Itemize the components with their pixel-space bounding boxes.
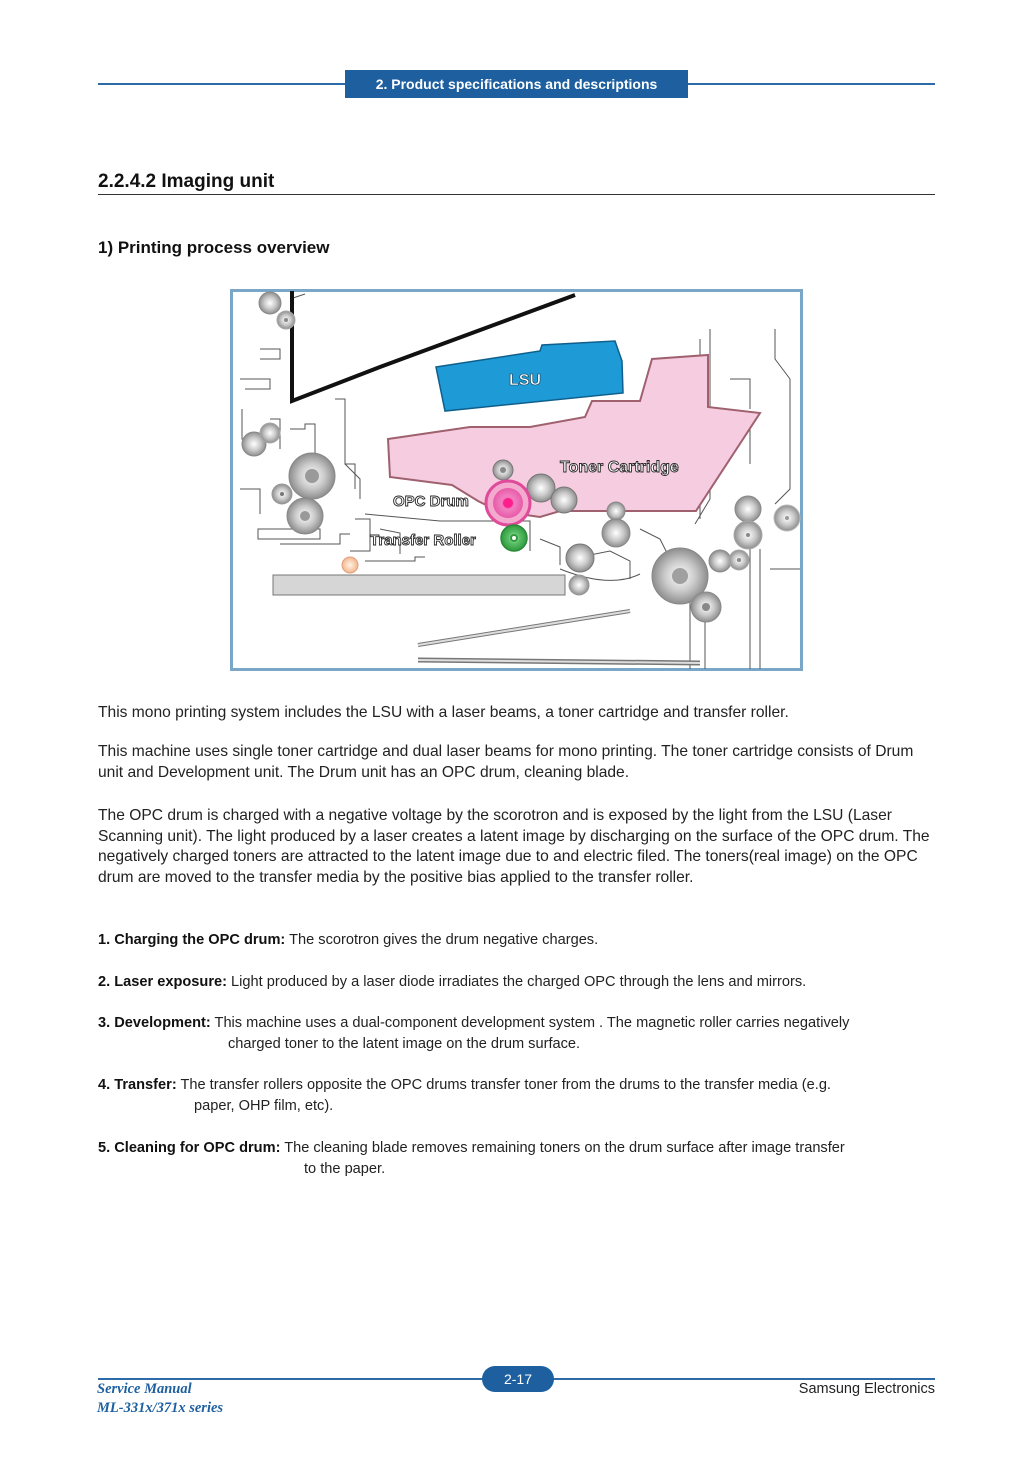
paragraph-intro: This mono printing system includes the LSU with a laser beams, a toner cartridge and transfer roller. xyxy=(98,704,789,721)
company-name: Samsung Electronics xyxy=(798,1381,935,1397)
subsection-title: 1) Printing process overview xyxy=(98,238,330,257)
step-text-continued: charged toner to the latent image on the drum surface. xyxy=(228,1036,581,1052)
step-label: 4. Transfer: xyxy=(98,1077,177,1093)
paragraph-opc-process: The OPC drum is charged with a negative voltage by the scorotron and is exposed by the light from the LSU (Laser Scanning unit). The light produced by a laser creates a latent image by discharging on the surface of the OPC drum. The negatively charged toners are attracted to the latent image due to and electric filed. The toners(real image) on the OPC drum are moved to the transfer media by the positive bias applied to the transfer roller. xyxy=(98,807,930,886)
manual-title xyxy=(97,1380,223,1418)
step-text: This machine uses a dual-component development system . The magnetic roller carries negatively xyxy=(214,1015,850,1031)
step-label: 2. Laser exposure: xyxy=(98,974,227,990)
process-step xyxy=(98,972,940,993)
section-title: 2.2.4.2 Imaging unit xyxy=(98,172,935,195)
section-header-tab: 2. Product specifications and descriptions xyxy=(345,70,688,98)
step-label: 3. Development: xyxy=(98,1015,211,1031)
process-step xyxy=(98,1075,940,1117)
step-text: Light produced by a laser diode irradiates the charged OPC through the lens and mirrors. xyxy=(231,974,807,990)
toner-cartridge-label: Toner Cartridge xyxy=(560,459,679,476)
manual-title-line1: Service Manual xyxy=(97,1381,192,1397)
step-text: The scorotron gives the drum negative charges. xyxy=(289,932,599,948)
step-text-continued: paper, OHP film, etc). xyxy=(194,1098,334,1114)
manual-title-line2: ML-331x/371x series xyxy=(97,1400,224,1416)
page-number: 2-17 xyxy=(482,1366,554,1392)
step-label: 1. Charging the OPC drum: xyxy=(98,932,286,948)
process-step xyxy=(98,1013,940,1055)
paragraph-toner-cartridge: This machine uses single toner cartridge and dual laser beams for mono printing. The toner cartridge consists of Drum unit and Development unit. The Drum unit has an OPC drum, cleaning blade. xyxy=(98,743,914,781)
process-step xyxy=(98,930,940,951)
step-text: The cleaning blade removes remaining toners on the drum surface after image transfer xyxy=(284,1140,845,1156)
opc-drum-label: OPC Drum xyxy=(393,493,469,510)
transfer-roller-label: Transfer Roller xyxy=(370,532,476,549)
imaging-unit-diagram xyxy=(230,289,803,671)
step-label: 5. Cleaning for OPC drum: xyxy=(98,1140,281,1156)
process-step xyxy=(98,1138,940,1180)
lsu-label: LSU xyxy=(509,372,541,389)
step-text-continued: to the paper. xyxy=(304,1161,386,1177)
step-text: The transfer rollers opposite the OPC drums transfer toner from the drums to the transfer media (e.g. xyxy=(180,1077,831,1093)
